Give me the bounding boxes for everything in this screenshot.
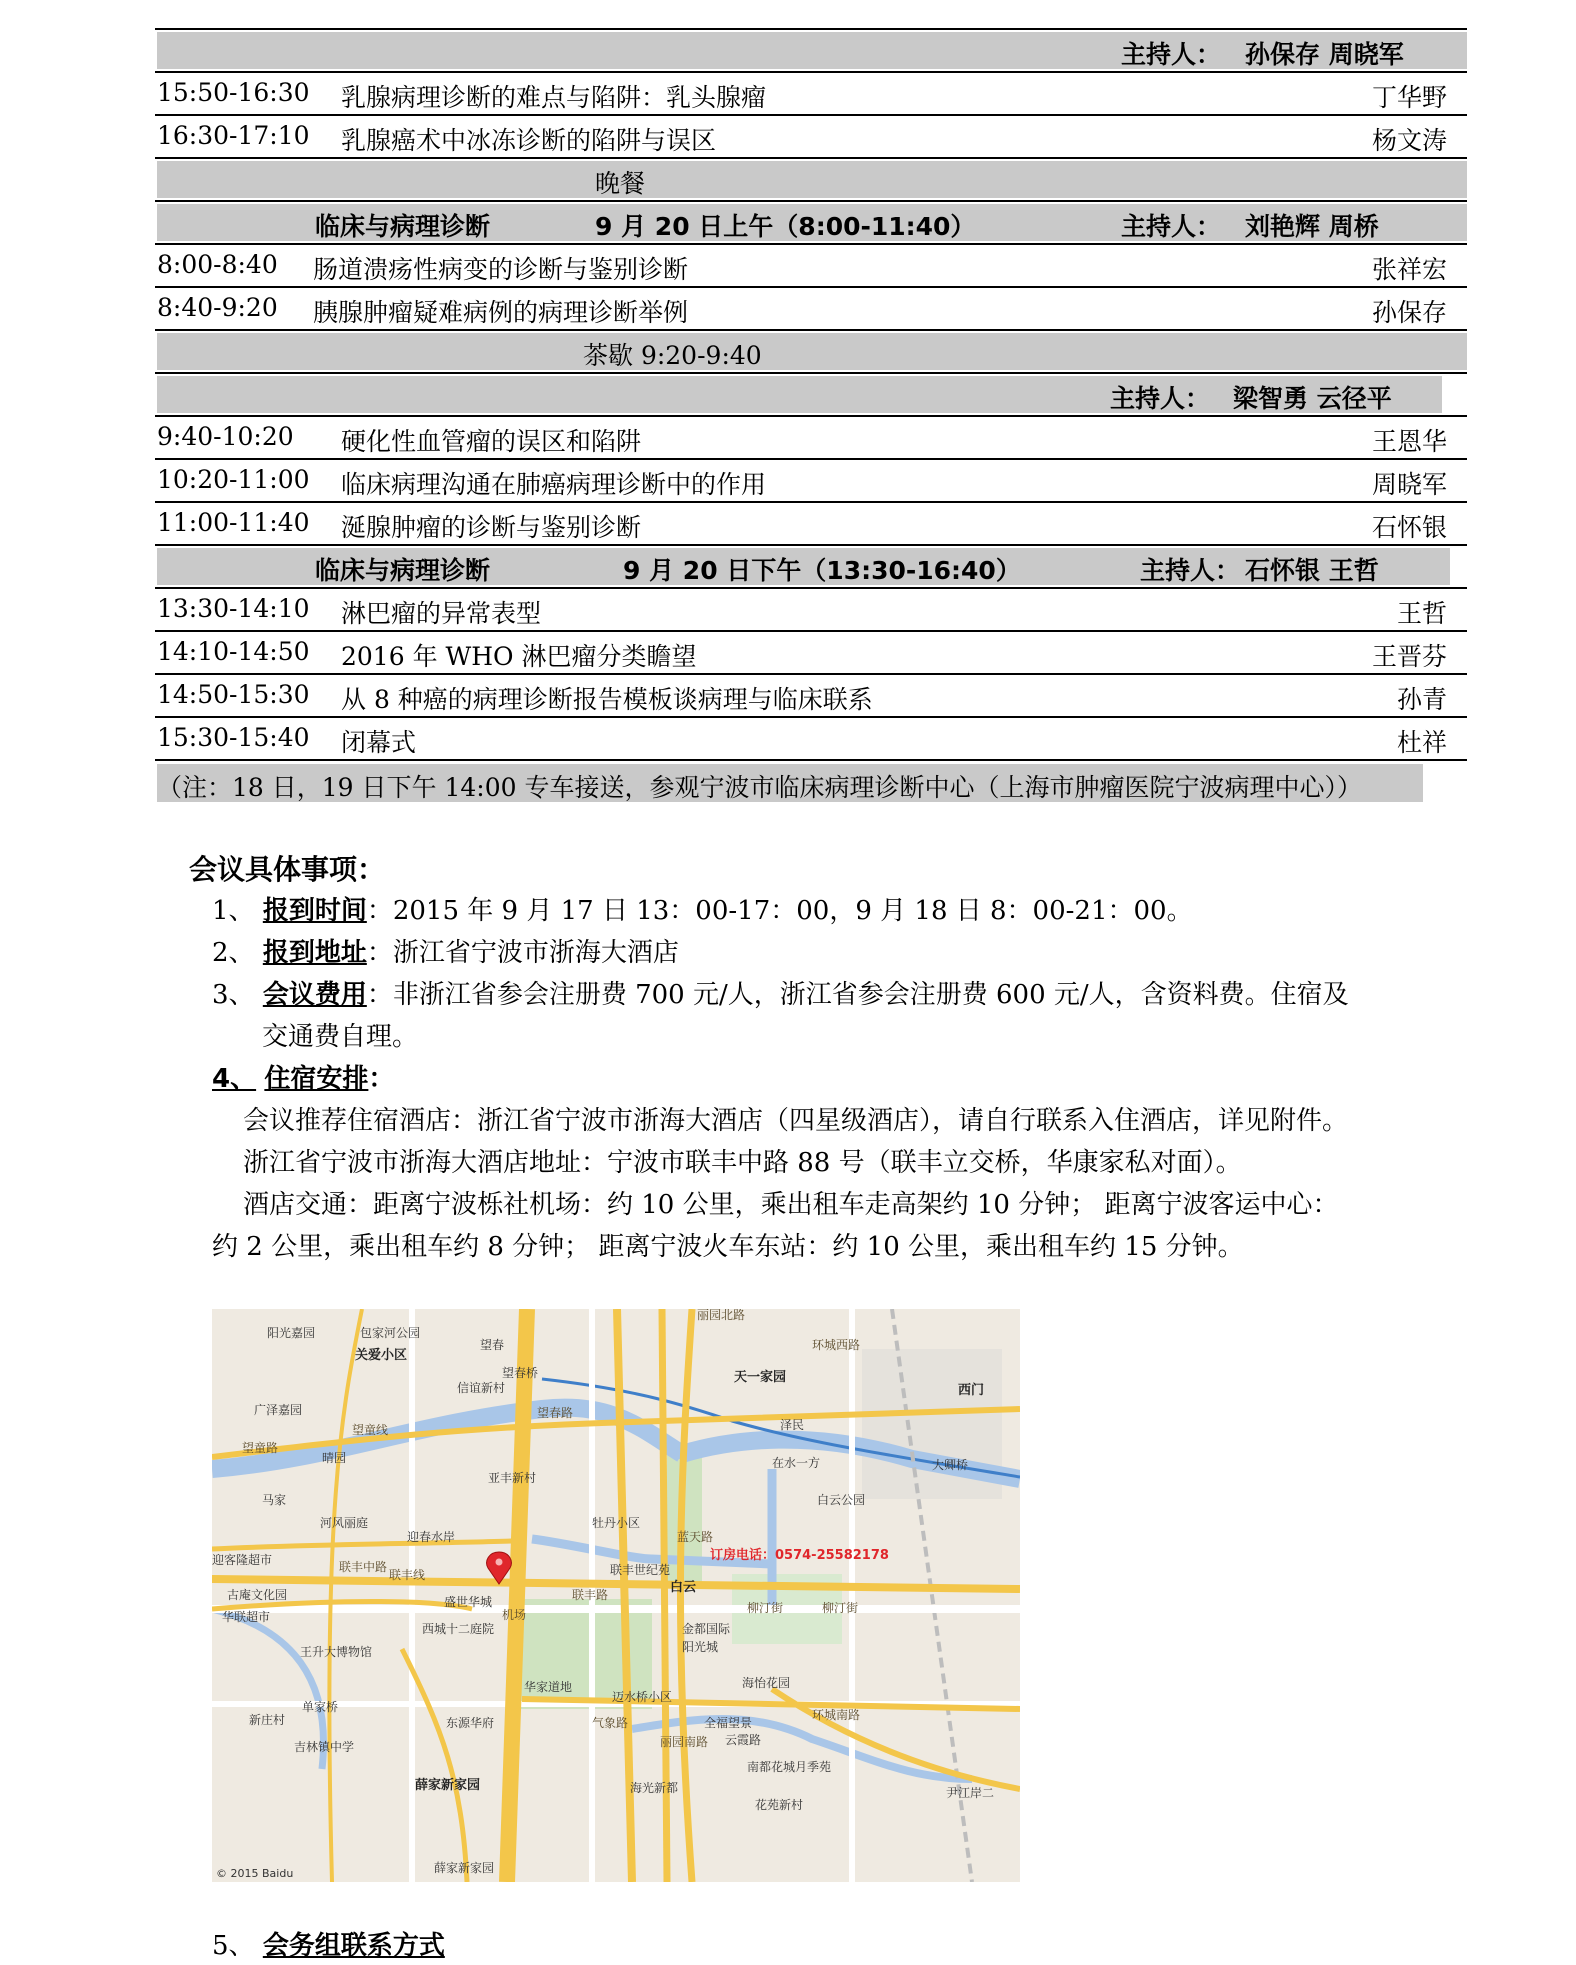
map-label: 阳光嘉园 [267, 1326, 316, 1340]
map-label: 新庄村 [249, 1713, 286, 1727]
table-row [155, 718, 1467, 761]
huancheng-west-road [680, 1309, 692, 1882]
lodging-line-4: 约 2 公里，乘出租车约 8 分钟； 距离宁波火车东站：约 10 公里，乘出租车约 15 分钟。 [212, 1232, 1244, 1262]
break-label: 晚餐 [595, 169, 646, 198]
table-row [155, 546, 1467, 589]
map-label: 阳光城 [682, 1640, 719, 1654]
session-speaker: 孙保存 [1371, 298, 1447, 327]
map-label: 望春桥 [502, 1366, 539, 1380]
map-label: 环城西路 [812, 1338, 861, 1352]
session-speaker: 周晓军 [1371, 470, 1447, 499]
session-topic: 乳腺病理诊断的难点与陷阱：乳头腺瘤 [341, 83, 767, 112]
map-label: 联丰线 [389, 1568, 426, 1582]
session-topic: 硬化性血管瘤的误区和陷阱 [341, 427, 642, 456]
table-row [155, 116, 1467, 159]
table-row [155, 675, 1467, 718]
map-label: 迈水桥小区 [612, 1690, 673, 1704]
map-label: 望春路 [537, 1406, 574, 1420]
table-row [155, 73, 1467, 116]
map-label: 东源华府 [446, 1716, 495, 1730]
map-label: 迎春水岸 [407, 1530, 456, 1544]
table-row [155, 28, 1467, 73]
session-when: 9 月 20 日下午（13:30-16:40） [623, 556, 1021, 585]
meeting-item-4 [212, 1058, 394, 1095]
map-label: 单家桥 [302, 1700, 339, 1714]
session-time: 8:40-9:20 [157, 293, 278, 322]
minor-road [329, 1309, 362, 1882]
session-time: 15:50-16:30 [157, 78, 310, 107]
host-names: 孙保存 周晓军 [1245, 40, 1404, 69]
host-label: 主持人： [1140, 556, 1241, 585]
item-number: 5、 [212, 1931, 255, 1961]
map-label: 牡丹小区 [592, 1516, 641, 1530]
map-label: 古庵文化园 [227, 1588, 288, 1602]
item-text: ：浙江省宁波市浙海大酒店 [366, 938, 679, 968]
main-road [617, 1309, 632, 1882]
map-label: 盛世华城 [444, 1595, 493, 1609]
session-topic: 从 8 种癌的病理诊断报告模板谈病理与临床联系 [341, 685, 873, 714]
map-label: 气象路 [592, 1716, 629, 1730]
session-topic: 2016 年 WHO 淋巴瘤分类瞻望 [341, 642, 697, 671]
note-text: （注：18 日，19 日下午 14:00 专车接送，参观宁波市临床病理诊断中心（上海市肿瘤医院宁波病理中心）） [157, 773, 1362, 802]
session-topic: 淋巴瘤的异常表型 [341, 599, 542, 628]
map-label: 南都花城月季苑 [747, 1760, 832, 1774]
hotel-location-map[interactable] [212, 1309, 1020, 1882]
session-title: 临床与病理诊断 [315, 212, 491, 241]
table-row [155, 374, 1467, 417]
map-canvas [212, 1309, 1020, 1882]
session-time: 8:00-8:40 [157, 250, 278, 279]
map-label: 白云 [670, 1580, 697, 1595]
map-label: 联丰路 [572, 1588, 609, 1602]
session-topic: 涎腺肿瘤的诊断与鉴别诊断 [341, 513, 642, 542]
main-road [212, 1541, 512, 1549]
map-label: 望童线 [352, 1423, 389, 1437]
table-row [155, 202, 1467, 245]
table-row [155, 589, 1467, 632]
break-label: 茶歇 9:20-9:40 [583, 341, 762, 370]
map-label: 柳汀街 [822, 1601, 859, 1615]
table-row [155, 503, 1467, 546]
airport-expressway [507, 1309, 527, 1882]
map-label: 蓝天路 [677, 1530, 714, 1544]
map-label: 天一家园 [734, 1370, 787, 1385]
host-names: 梁智勇 云径平 [1233, 384, 1392, 413]
map-label: 机场 [502, 1608, 527, 1622]
item-number: 2、 [212, 938, 255, 968]
meeting-item-3-cont: 交通费自理。 [262, 1022, 419, 1052]
session-time: 9:40-10:20 [157, 422, 294, 451]
item-label: 会议费用 [262, 980, 367, 1010]
session-time: 10:20-11:00 [157, 465, 310, 494]
map-label: 华家道地 [524, 1680, 573, 1694]
item-text: ：非浙江省参会注册费 700 元/人，浙江省参会注册费 600 元/人，含资料费。住宿及 [366, 980, 1349, 1010]
table-row [155, 417, 1467, 460]
map-label: 西城十二庭院 [422, 1622, 495, 1636]
host-label: 主持人： [1121, 40, 1222, 69]
booking-phone: 订房电话：0574-25582178 [710, 1548, 889, 1563]
map-label: 河风丽庭 [320, 1516, 369, 1530]
table-row [155, 632, 1467, 675]
session-speaker: 张祥宏 [1371, 255, 1447, 284]
session-speaker: 丁华野 [1371, 83, 1447, 112]
map-label: 亚丰新村 [488, 1471, 537, 1485]
session-speaker: 石怀银 [1371, 513, 1447, 542]
map-label: 花苑新村 [755, 1798, 804, 1812]
map-label: 丽园北路 [697, 1309, 746, 1322]
map-label: 晴园 [322, 1451, 347, 1465]
session-time: 14:10-14:50 [157, 637, 310, 666]
session-time: 11:00-11:40 [157, 508, 310, 537]
meeting-item-2 [212, 932, 679, 969]
map-label: 联丰中路 [339, 1560, 388, 1574]
item-number: 1、 [212, 896, 255, 926]
session-topic: 胰腺肿瘤疑难病例的病理诊断举例 [313, 298, 689, 327]
meeting-item-1 [212, 890, 1193, 927]
map-label: 海怡花园 [742, 1676, 791, 1690]
map-label: 信谊新村 [457, 1381, 506, 1395]
item-number: 4、 [212, 1064, 257, 1094]
session-speaker: 王恩华 [1371, 427, 1447, 456]
item-label: 报到时间 [262, 896, 367, 926]
table-row [155, 245, 1467, 288]
map-label: 望春 [480, 1338, 505, 1352]
item-number: 3、 [212, 980, 255, 1010]
map-label: 柳汀街 [747, 1601, 784, 1615]
map-label: 联丰世纪苑 [610, 1563, 671, 1577]
map-label: 广泽嘉园 [254, 1403, 303, 1417]
schedule-table [155, 28, 1467, 761]
session-speaker: 杨文涛 [1371, 126, 1447, 155]
map-label: 薛家新家园 [415, 1778, 481, 1793]
session-topic: 闭幕式 [341, 728, 417, 757]
item-label: 会务组联系方式 [262, 1931, 445, 1961]
host-names: 石怀银 王哲 [1245, 556, 1379, 585]
session-title: 临床与病理诊断 [315, 556, 491, 585]
map-label: 全福望景 [704, 1716, 753, 1730]
main-road [662, 1309, 667, 1882]
map-label: 望童路 [242, 1441, 279, 1455]
session-speaker: 杜祥 [1396, 728, 1447, 757]
session-time: 16:30-17:10 [157, 121, 310, 150]
map-label: 云霞路 [725, 1733, 762, 1747]
session-topic: 临床病理沟通在肺癌病理诊断中的作用 [341, 470, 767, 499]
map-label: 华联超市 [222, 1610, 271, 1624]
session-time: 14:50-15:30 [157, 680, 310, 709]
schedule-note [157, 764, 1423, 802]
map-label: 吉林镇中学 [294, 1740, 355, 1754]
map-label: 关爱小区 [355, 1348, 408, 1363]
table-row [155, 288, 1467, 331]
lodging-line-1: 会议推荐住宿酒店：浙江省宁波市浙海大酒店（四星级酒店），请自行联系入住酒店，详见附件。 [243, 1106, 1349, 1136]
map-label: 在水一方 [772, 1456, 821, 1470]
session-speaker: 孙青 [1396, 685, 1447, 714]
host-names: 刘艳辉 周桥 [1245, 212, 1379, 241]
map-label: 环城南路 [812, 1708, 861, 1722]
map-label: 大卿桥 [932, 1458, 969, 1472]
host-label: 主持人： [1110, 384, 1211, 413]
session-when: 9 月 20 日上午（8:00-11:40） [595, 212, 976, 241]
session-speaker: 王哲 [1396, 599, 1447, 628]
session-speaker: 王晋芬 [1371, 642, 1447, 671]
session-topic: 乳腺癌术中冰冻诊断的陷阱与误区 [341, 126, 717, 155]
table-row [155, 159, 1467, 202]
item-text: ： [368, 1064, 395, 1094]
map-label: 西门 [958, 1383, 985, 1398]
map-label: 金都国际 [682, 1622, 731, 1636]
map-label: 王升大博物馆 [300, 1645, 373, 1659]
lodging-line-3: 酒店交通：距离宁波栎社机场：约 10 公里，乘出租车走高架约 10 分钟； 距离宁波客运中心： [243, 1190, 1339, 1220]
host-label: 主持人： [1121, 212, 1222, 241]
item-label: 报到地址 [262, 938, 367, 968]
lodging-line-2: 浙江省宁波市浙海大酒店地址：宁波市联丰中路 88 号（联丰立交桥，华康家私对面）。 [243, 1148, 1242, 1178]
map-label: 白云公园 [817, 1493, 866, 1507]
session-time: 13:30-14:10 [157, 594, 310, 623]
meeting-item-3 [212, 974, 1349, 1011]
item-text: ：2015 年 9 月 17 日 13：00-17：00，9 月 18 日 8：00-21：00。 [366, 896, 1193, 926]
session-topic: 肠道溃疡性病变的诊断与鉴别诊断 [313, 255, 689, 284]
item-label: 住宿安排 [264, 1064, 369, 1094]
map-label: 薛家新家园 [434, 1861, 495, 1875]
map-label: 海光新都 [630, 1781, 679, 1795]
map-label: 尹江岸二 [946, 1786, 995, 1800]
map-copyright: © 2015 Baidu [216, 1867, 294, 1880]
meeting-item-5 [212, 1925, 445, 1962]
session-time: 15:30-15:40 [157, 723, 310, 752]
map-label: 丽园南路 [660, 1735, 709, 1749]
table-row [155, 460, 1467, 503]
meeting-details-title: 会议具体事项： [189, 853, 386, 886]
map-label: 包家河公园 [360, 1326, 421, 1340]
map-label: 马家 [262, 1493, 287, 1507]
map-label: 泽民 [780, 1418, 805, 1432]
table-row [155, 331, 1467, 374]
map-label: 迎客隆超市 [212, 1553, 273, 1567]
